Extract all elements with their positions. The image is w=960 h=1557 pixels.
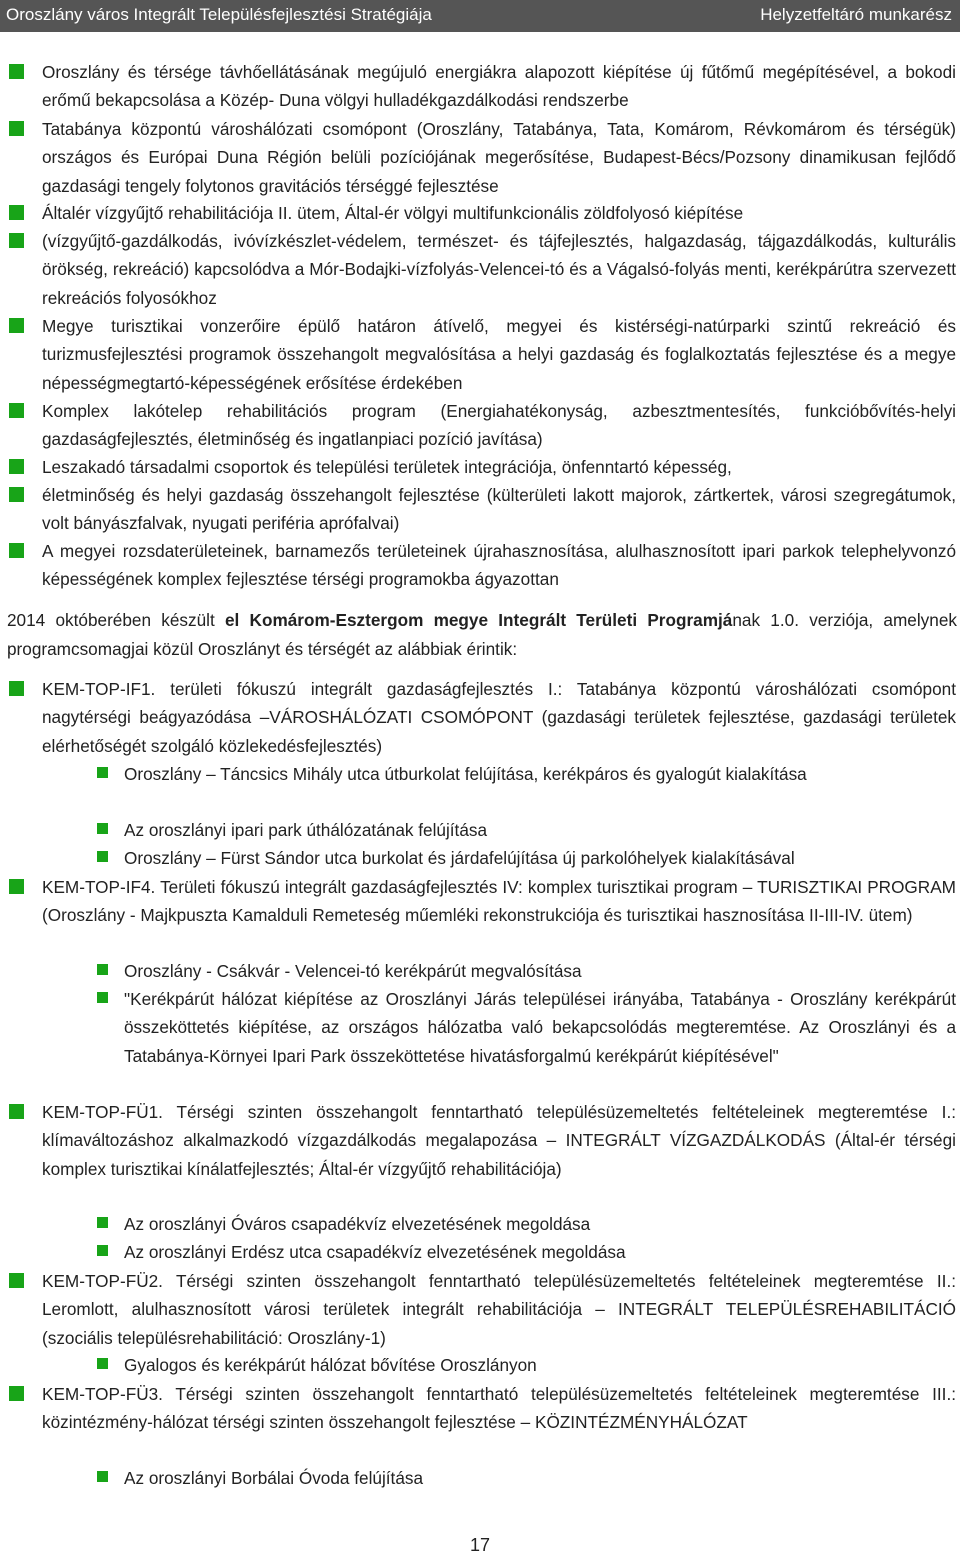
sub-bullet-square-icon [97, 1217, 108, 1228]
list-item: Megye turisztikai vonzerőire épülő határon átívelő, megyei és kistérségi-natúrparki szintű rekreáció és turizmusfejlesztési programok összehangolt megvalósítása a helyi gazdaság és foglalkoztatás fejlesztése és a megye népességmegtartó-képességének erősítése érdekében [42, 316, 956, 393]
bullet-square-icon [9, 121, 24, 136]
intro-paragraph [7, 606, 957, 664]
program-item: KEM-TOP-FÜ2. Térségi szinten összehangolt fenntartható településüzemeltetés feltételeinek megteremtése II.: Leromlott, alulhasznosított városi területek integrált rehabilitációja – INTEGRÁLT TELEPÜLÉSREHABILITÁCIÓ (szociális településrehabilitáció: Oroszlány-1) [42, 1271, 956, 1348]
sub-bullet-square-icon [97, 1245, 108, 1256]
sub-bullet-square-icon [97, 767, 108, 778]
list-item: (vízgyűjtő-gazdálkodás, ivóvízkészlet-védelem, természet- és tájfejlesztés, halgazdaság, tájgazdálkodás, kulturális örökség, rekreáció) kapcsolódva a Mór-Bodajki-vízfolyás-Velencei-tó és a Vágalsó-folyás menti, kerékpárútra szervezett rekreációs folyosókhoz [42, 231, 956, 308]
list-item: A megyei rozsdaterületeinek, barnamezős területeinek újrahasznosítása, alulhasznosított ipari parkok telephelyvonzó képességének komplex fejlesztése térségi programokba ágyazottan [42, 541, 956, 590]
program-sub-item: Oroszlány – Táncsics Mihály utca útburkolat felújítása, kerékpáros és gyalogút kialakítása [124, 764, 807, 784]
bullet-square-icon [9, 205, 24, 220]
sub-bullet-square-icon [97, 1358, 108, 1369]
program-sub-item: Az oroszlányi Óváros csapadékvíz elvezetésének megoldása [124, 1214, 591, 1234]
bullet-square-icon [9, 64, 24, 79]
sub-bullet-square-icon [97, 851, 108, 862]
program-sub-item: Az oroszlányi ipari park úthálózatának felújítása [124, 820, 488, 840]
program-item: KEM-TOP-FÜ3. Térségi szinten összehangolt fenntartható településüzemeltetés feltételeinek megteremtése III.: közintézmény-hálózat térségi szinten összehangolt fejlesztése – KÖZINTÉZMÉNYHÁLÓZAT [42, 1384, 956, 1433]
sub-bullet-square-icon [97, 992, 108, 1003]
program-sub-item: "Kerékpárút hálózat kiépítése az Oroszlányi Járás települései irányába, Tatabánya - Oroszlány kerékpárút összeköttetés kiépítése, az országos hálózatba való bekapcsolódás megteremtése. Az Oroszlányi és a Tatabánya-Környei Ipari Park összeköttetése hivatásforgalmú kerékpárút kiépítésével" [124, 989, 956, 1066]
program-item: KEM-TOP-IF1. területi fókuszú integrált gazdaságfejlesztés I.: Tatabánya központú városhálózati csomópont nagytérségi beágyazódása –VÁROSHÁLÓZATI CSOMÓPONT (gazdasági területek fejlesztése, gazdasági területek elérhetőségét szolgáló közlekedésfejlesztés) [42, 679, 956, 756]
header-title: Oroszlány város Integrált Településfejlesztési Stratégiája [6, 5, 432, 24]
page-header [0, 0, 960, 32]
bullet-square-icon [9, 318, 24, 333]
paragraph-text: 2014 októberében készült [7, 610, 225, 630]
bullet-square-icon [9, 1104, 24, 1119]
sub-bullet-square-icon [97, 964, 108, 975]
list-item: Tatabánya központú városhálózati csomópont (Oroszlány, Tatabánya, Tata, Komárom, Révkomárom és térségük) országos és Európai Duna Régión belüli pozíciójának megerősítése, Budapest-Bécs/Pozsony dinamikusan fejlődő gazdasági tengely folytonos gravitációs térséggé fejlesztése [42, 119, 956, 196]
paragraph-text: nak 1.0. verziója, amelynek programcsomagjai közül Oroszlányt és térségét az alábbiak érintik: [7, 610, 957, 659]
sub-bullet-square-icon [97, 823, 108, 834]
bullet-square-icon [9, 233, 24, 248]
program-sub-item: Gyalogos és kerékpárút hálózat bővítése Oroszlányon [124, 1355, 537, 1375]
program-item: KEM-TOP-FÜ1. Térségi szinten összehangolt fenntartható településüzemeltetés feltételeinek megteremtése I.: klímaváltozáshoz alkalmazkodó vízgazdálkodás megalapozása – INTEGRÁLT VÍZGAZDÁLKODÁS (Által-ér térségi komplex turisztikai kínálatfejlesztés; Által-ér vízgyűjtő rehabilitációja) [42, 1102, 956, 1179]
bullet-square-icon [9, 681, 24, 696]
list-item: Komplex lakótelep rehabilitációs program (Energiahatékonyság, azbesztmentesítés, funkcióbővítés-helyi gazdaságfejlesztés, életminőség és ingatlanpiaci pozíció javítása) [42, 401, 956, 450]
program-item: KEM-TOP-IF4. Területi fókuszú integrált gazdaságfejlesztés IV: komplex turisztikai program – TURISZTIKAI PROGRAM (Oroszlány - Majkpuszta Kamalduli Remeteség műemléki rekonstrukciója és turisztikai hasznosítása II-III-IV. ütem) [42, 877, 956, 926]
bullet-square-icon [9, 459, 24, 474]
bullet-square-icon [9, 879, 24, 894]
paragraph-bold-text: el Komárom-Esztergom megye Integrált Területi Programjá [224, 610, 733, 630]
list-item: Általér vízgyűjtő rehabilitációja II. ütem, Által-ér völgyi multifunkcionális zöldfolyosó kiépítése [42, 203, 744, 223]
bullet-square-icon [9, 487, 24, 502]
program-sub-item: Oroszlány - Csákvár - Velencei-tó kerékpárút megvalósítása [124, 961, 582, 981]
program-sub-item: Az oroszlányi Borbálai Óvoda felújítása [124, 1468, 424, 1488]
sub-bullet-square-icon [97, 1471, 108, 1482]
program-sub-item: Az oroszlányi Erdész utca csapadékvíz elvezetésének megoldása [124, 1242, 626, 1262]
page-number: 17 [469, 1535, 491, 1555]
program-sub-item: Oroszlány – Fürst Sándor utca burkolat és járdafelújítása új parkolóhelyek kialakításával [124, 848, 795, 868]
bullet-square-icon [9, 1273, 24, 1288]
list-item: életminőség és helyi gazdaság összehangolt fejlesztése (külterületi lakott majorok, zártkertek, városi szegregátumok, volt bányászfalvak, nyugati periféria aprófalvai) [42, 485, 956, 534]
list-item: Oroszlány és térsége távhőellátásának megújuló energiákra alapozott kiépítése új fűtőmű megépítésével, a bokodi erőmű bekapcsolása a Közép- Duna völgyi hulladékgazdálkodási rendszerbe [42, 62, 956, 111]
bullet-square-icon [9, 403, 24, 418]
bullet-square-icon [9, 1386, 24, 1401]
header-section: Helyzetfeltáró munkarész [760, 5, 952, 24]
bullet-square-icon [9, 543, 24, 558]
list-item: Leszakadó társadalmi csoportok és települési területek integrációja, önfenntartó képesség, [42, 457, 732, 477]
